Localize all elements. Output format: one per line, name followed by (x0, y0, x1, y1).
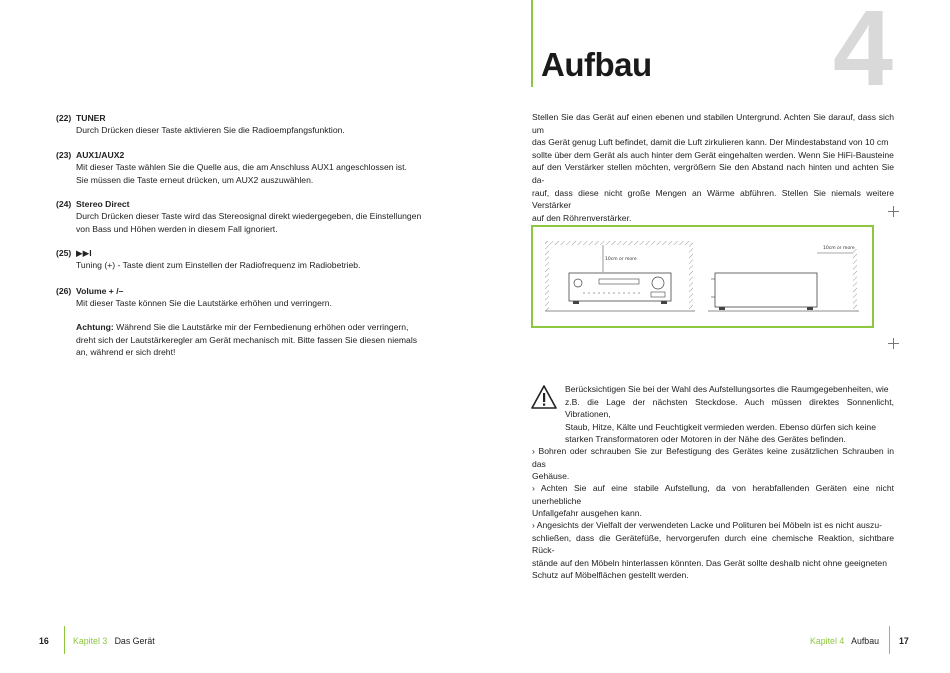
intro-line: auf den Röhrenverstärker. (532, 212, 632, 223)
warning-text (565, 383, 894, 446)
item-title: ▶▶I (76, 248, 92, 258)
item-title: AUX1/AUX2 (76, 150, 125, 160)
item-number: (24) (56, 199, 72, 209)
item-number: (23) (56, 150, 72, 160)
item-line: Tuning (+) - Taste dient zum Einstellen der Radiofrequenz im Radiobetrieb. (76, 260, 361, 271)
bullet-line: Gehäuse. (532, 471, 570, 482)
right-footer (899, 636, 909, 646)
warning-line: starken Transformatoren oder Motoren in der Nähe des Gerätes befinden. (565, 434, 846, 445)
intro-line: das Gerät genug Luft befindet, damit die Luft zirkulieren kann. Der Mindestabstand von 10 cm (532, 137, 889, 148)
item-line: Mit dieser Taste können Sie die Lautstärke erhöhen und verringern. (76, 298, 332, 309)
item-title: Stereo Direct (76, 199, 130, 209)
item-number: (26) (56, 286, 72, 296)
caution-line: an, während er sich dreht! (76, 347, 176, 358)
bullet-line: stände auf den Möbeln hinterlassen könnten. Das Gerät sollte deshalb nicht ohne geeigneten (532, 557, 887, 568)
warning-line: Staub, Hitze, Kälte und Feuchtigkeit vermieden werden. Ebenso dürfen sich keine (565, 421, 876, 432)
item-number: (25) (56, 248, 72, 258)
bullet-item (532, 482, 894, 520)
list-item (56, 198, 426, 235)
page-number: 16 (39, 636, 49, 646)
chapter-label: Kapitel 3 (73, 636, 108, 646)
left-footer (39, 636, 49, 646)
warning-icon (531, 384, 557, 410)
placement-diagram (531, 225, 874, 328)
item-number: (22) (56, 113, 72, 123)
intro-line: Stellen Sie das Gerät auf einen ebenen und stabilen Untergrund. Achten Sie darauf, dass sich um (532, 112, 894, 135)
item-title: Volume + /– (76, 286, 124, 296)
list-item (56, 247, 426, 272)
right-footer-chapter (810, 636, 879, 646)
bullet-line: schließen, dass die Gerätefüße, hervorgerufen durch eine chemische Reaktion, sichtbare Rück- (532, 532, 894, 556)
registration-mark (888, 338, 899, 349)
bullet-line: Schutz auf Möbelflächen gestellt werden. (532, 570, 689, 581)
intro-line: sollte über dem Gerät als auch hinter dem Gerät eingehalten werden. Wenn Sie HiFi-Bausteine (532, 149, 894, 160)
bullet-item (532, 519, 894, 582)
section-label: Aufbau (851, 636, 879, 646)
left-footer-chapter (73, 636, 155, 646)
warning-line: Berücksichtigen Sie bei der Wahl des Aufstellungsortes die Raumgegebenheiten, wie (565, 384, 889, 394)
intro-line: auf den Verstärker stellen möchten, vergrößern Sie den Abstand nach hinten und achten Sie da- (532, 162, 894, 185)
list-item (56, 149, 426, 186)
title-rule (531, 0, 533, 87)
list-item (56, 285, 426, 310)
page-number: 17 (899, 636, 909, 646)
page-title: Aufbau (541, 46, 652, 83)
list-item (56, 112, 426, 137)
bullet-line: › Bohren oder schrauben Sie zur Befestigung des Gerätes keine zusätzlichen Schrauben in das (532, 446, 894, 469)
bullet-line: › Angesichts der Vielfalt der verwendeten Lacke und Polituren bei Möbeln ist es nicht auszu- (532, 520, 882, 530)
chapter-label: Kapitel 4 (810, 636, 845, 646)
warning-line: z.B. die Lage der nächsten Steckdose. Auch müssen direktes Sonnenlicht, Vibrationen, (565, 396, 894, 420)
caution-note (76, 321, 426, 359)
bullet-line: › Achten Sie auf eine stabile Aufstellung, da von herabfallenden Geräten eine nicht unerhebliche (532, 483, 894, 506)
item-line: Mit dieser Taste wählen Sie die Quelle aus, die am Anschluss AUX1 angeschlossen ist. (76, 162, 407, 173)
item-line: von Bass und Höhen werden in diesem Fall ignoriert. (76, 223, 278, 234)
item-line: Sie müssen die Taste erneut drücken, um AUX2 auszuwählen. (76, 174, 314, 185)
clearance-label-back: 10cm or more (823, 246, 855, 251)
registration-mark (888, 206, 899, 217)
bullet-item (532, 445, 894, 483)
section-label: Das Gerät (114, 636, 155, 646)
footer-divider (64, 626, 65, 654)
item-line: Durch Drücken dieser Taste wird das Stereosignal direkt wiedergegeben, die Einstellungen (76, 211, 422, 222)
intro-line: rauf, dass diese nicht große Mengen an Wärme abführen. Stellen Sie niemals weitere Verstärker (532, 187, 894, 211)
intro-paragraph (532, 111, 894, 224)
chapter-number: 4 (833, 0, 894, 108)
item-line: Durch Drücken dieser Taste aktivieren Sie die Radioempfangsfunktion. (76, 125, 345, 136)
item-title: TUNER (76, 113, 106, 123)
clearance-label-top: 10cm or more (605, 257, 637, 262)
caution-line: dreht sich der Lautstärkeregler am Gerät mechanisch mit. Bitte fassen Sie diesen niemals (76, 334, 418, 345)
placement-illustration (533, 227, 876, 330)
caution-line: Während Sie die Lautstärke mir der Fernbedienung erhöhen oder verringern, (113, 322, 409, 332)
footer-divider (889, 626, 890, 654)
caution-label: Achtung: (76, 322, 114, 332)
bullet-line: Unfallgefahr ausgehen kann. (532, 508, 642, 519)
